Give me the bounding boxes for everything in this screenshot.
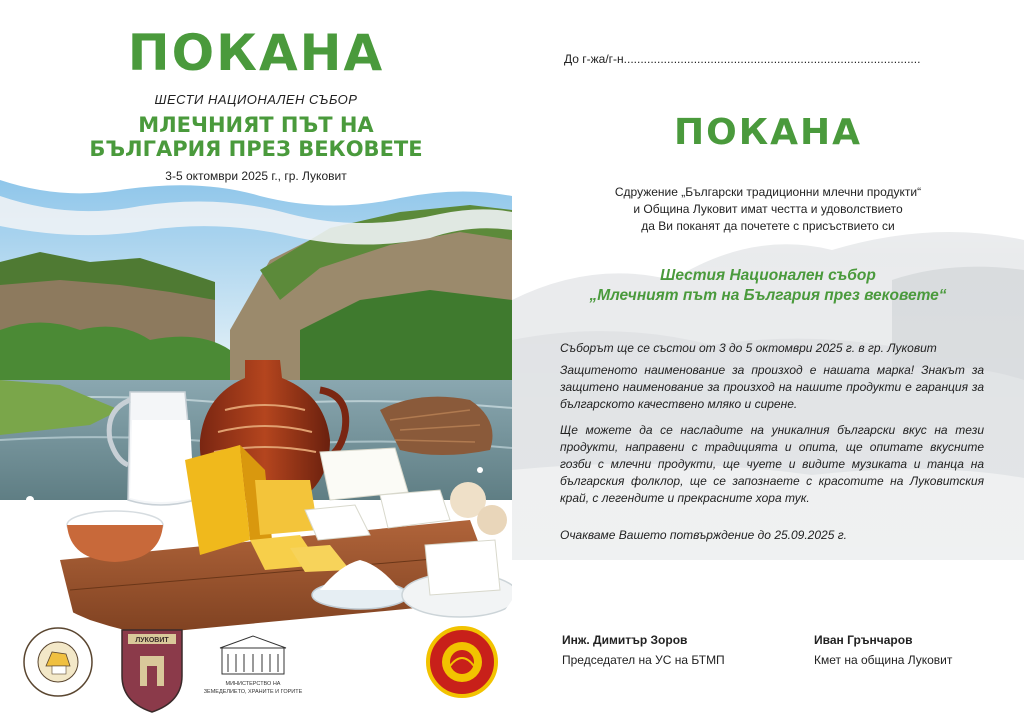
association-logo bbox=[24, 628, 92, 696]
letter-title: ПОКАНА bbox=[673, 112, 862, 153]
signature-chairman-role: Председател на УС на БТМП bbox=[562, 653, 725, 667]
intro-line-1: Сдружение „Български традиционни млечни продукти“ bbox=[614, 185, 922, 199]
signature-chairman bbox=[562, 630, 725, 670]
signature-chairman-name: Инж. Димитър Зоров bbox=[562, 633, 688, 647]
pdo-seal bbox=[428, 628, 496, 696]
cover-date-place: 3-5 октомври 2025 г., гр. Луковит bbox=[165, 169, 347, 183]
signature-mayor-role: Кмет на община Луковит bbox=[814, 653, 953, 667]
cover-event-line-2: БЪЛГАРИЯ ПРЕЗ ВЕКОВЕТЕ bbox=[89, 137, 423, 161]
partner-logos bbox=[0, 620, 512, 720]
paragraph-rsvp: Очакваме Вашето потвърждение до 25.09.2025 г. bbox=[560, 528, 847, 542]
cover-title: ПОКАНА bbox=[127, 24, 385, 82]
letter-intro bbox=[512, 184, 1024, 235]
letter-panel bbox=[512, 0, 1024, 727]
municipality-crest bbox=[122, 630, 182, 712]
addressee-line: До г-жа/г-н......................................................................................... bbox=[564, 52, 921, 66]
signature-mayor bbox=[814, 630, 952, 670]
intro-line-3: да Ви поканят да почетете с присъствието си bbox=[641, 219, 895, 233]
letter-event-name bbox=[512, 266, 1024, 306]
event-line-1: Шестия Национален събор bbox=[660, 267, 876, 284]
intro-line-2: и Община Луковит имат честта и удоволствието bbox=[633, 202, 903, 216]
ministry-name-line-1: МИНИСТЕРСТВО НА bbox=[225, 681, 281, 687]
ministry-name-line-2: ЗЕМЕДЕЛИЕТО, ХРАНИТЕ И ГОРИТЕ bbox=[203, 689, 303, 695]
signature-mayor-name: Иван Грънчаров bbox=[814, 633, 913, 647]
cover-event-name bbox=[0, 113, 512, 161]
ministry-logo bbox=[204, 636, 303, 695]
municipality-crest-label: ЛУКОВИТ bbox=[135, 637, 169, 644]
paragraph-pdo: Защитеното наименование за произход е нашата марка! Знакът за защитено наименование за произход на нашите продукти е гаранция за българското качествено мляко и сирене. bbox=[560, 363, 984, 411]
cover-subtitle: ШЕСТИ НАЦИОНАЛЕН СЪБОР bbox=[154, 92, 358, 107]
paragraph-dates: Съборът ще се състои от 3 до 5 октомври 2025 г. в гр. Луковит bbox=[560, 341, 937, 355]
cover-event-line-1: МЛЕЧНИЯТ ПЪТ НА bbox=[138, 113, 374, 137]
paragraph-program: Ще можете да се насладите на уникалния български вкус на тези продукти, направени с традицията и опита, ще опитате вкусните гозби с млечни продукти, ще чуете и видите музиката и танца на българския фолклор, ще се запознаете с красотите на Луковитския край, с легендите и прекрасните хора тук. bbox=[560, 423, 984, 505]
event-line-2: „Млечният път на България през вековете“ bbox=[589, 287, 947, 304]
cover-header bbox=[0, 0, 512, 200]
